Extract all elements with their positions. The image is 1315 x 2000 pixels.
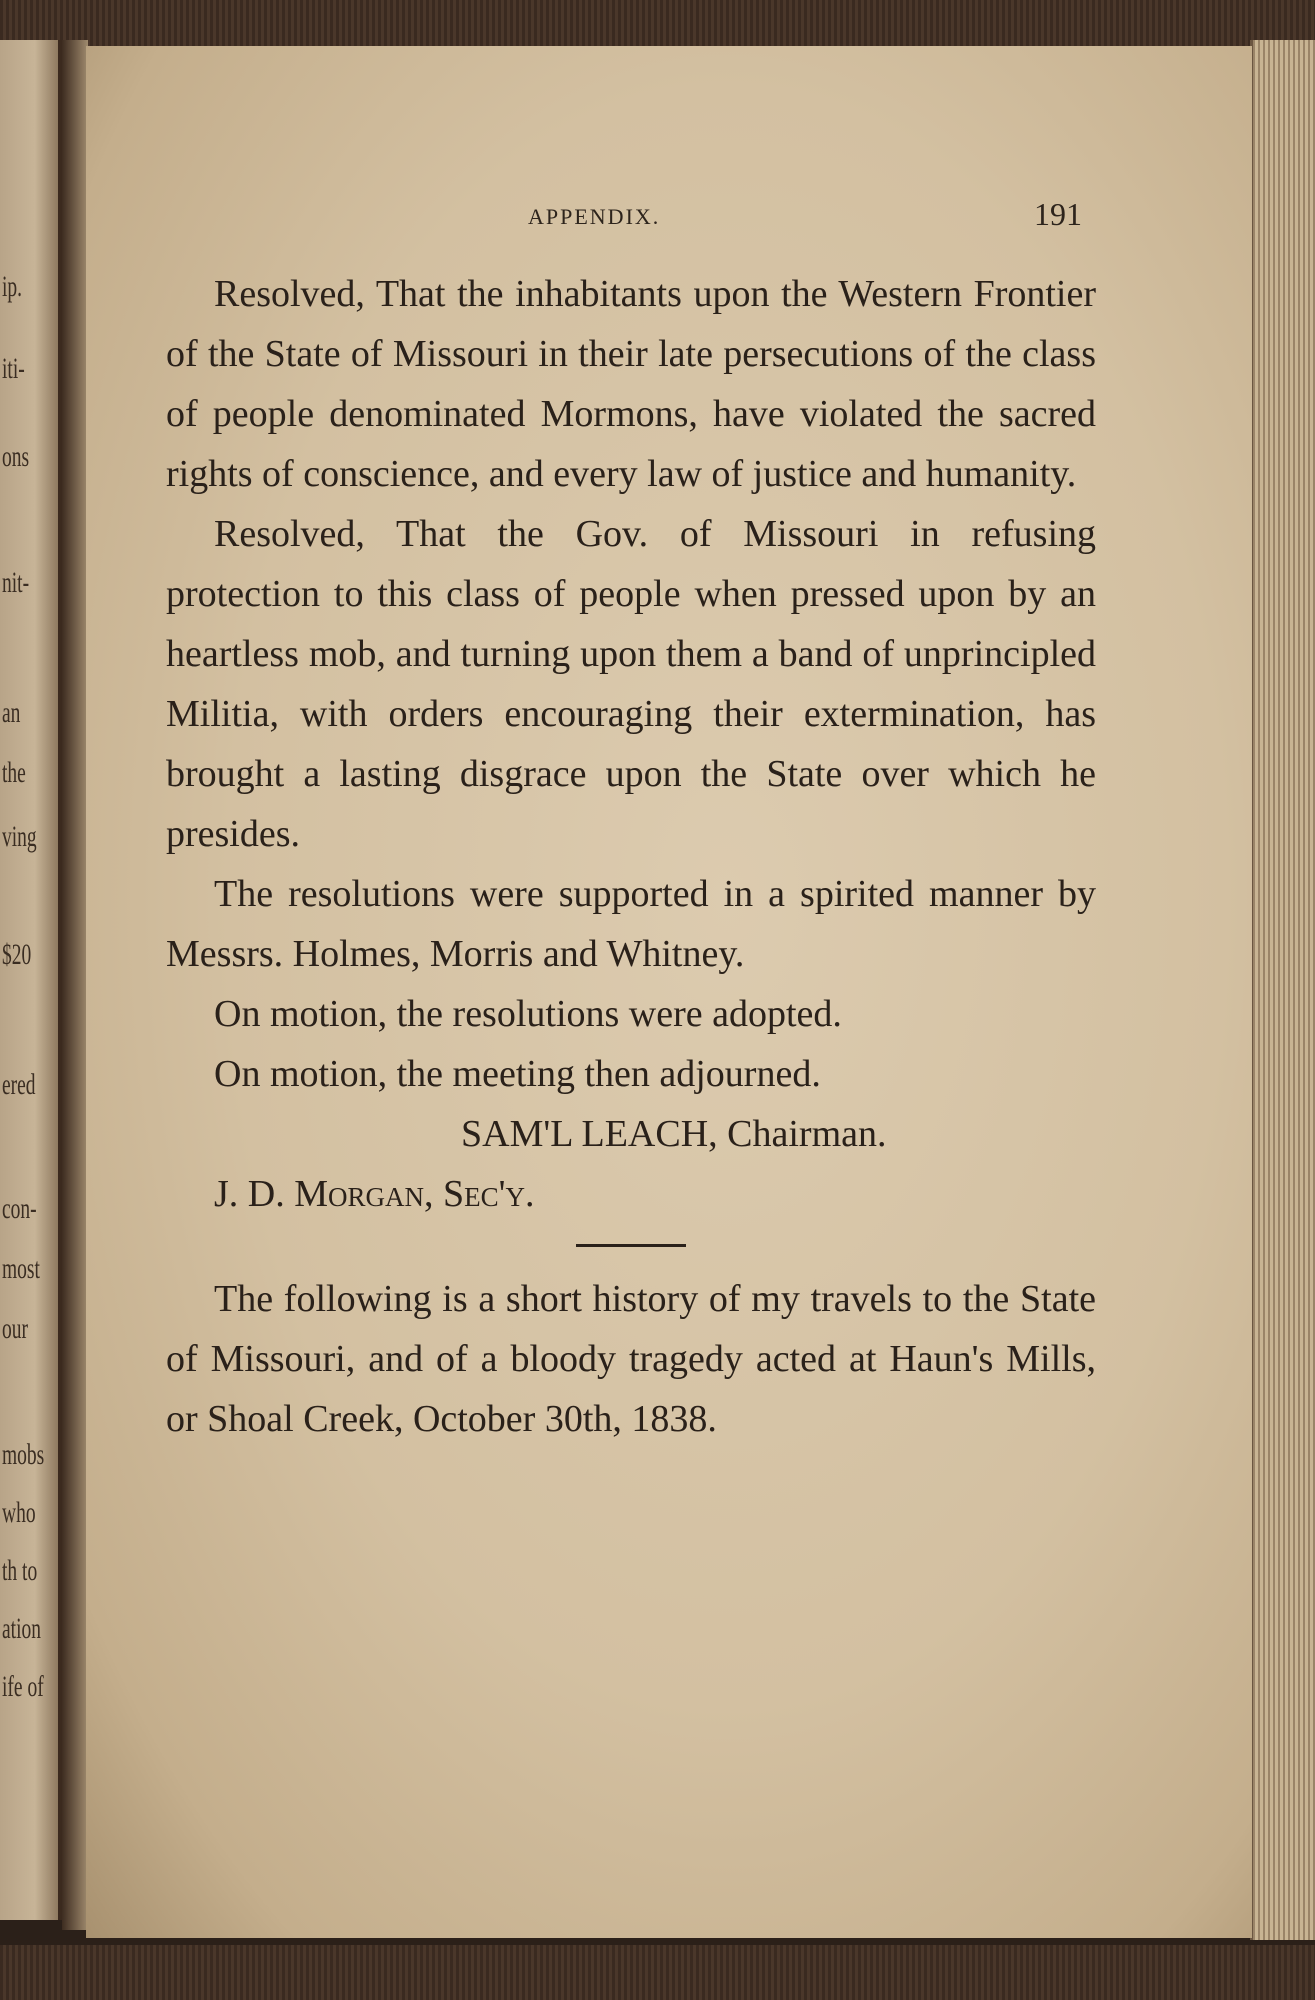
page-number: 191 — [1034, 196, 1082, 232]
body-paragraph: The resolutions were supported in a spirited manner by Messrs. Holmes, Morris and Whitney. — [166, 873, 1096, 975]
page-body — [166, 264, 1096, 1449]
previous-page-fragment: ip. — [2, 270, 23, 303]
previous-page-fragment: our — [2, 1312, 28, 1345]
resolution-paragraph: Resolved, That the Gov. of Missouri in refusing protection to this class of people when pressed upon by an heartless mob, and turning upon them a band of unprincipled Militia, with orders encouraging their extermination, has brought a lasting disgrace upon the State over which he presides. — [166, 513, 1096, 855]
previous-page-fragment: con- — [2, 1192, 37, 1225]
body-paragraph: On motion, the resolutions were adopted. — [214, 993, 842, 1035]
previous-page-fragment: $20 — [2, 938, 32, 971]
previous-page-fragment: th to — [2, 1554, 38, 1587]
previous-page-fragment: who — [2, 1496, 36, 1529]
previous-page-fragment: iti- — [2, 352, 25, 385]
previous-page-fragment: ife of — [2, 1670, 44, 1703]
previous-page-fragment: ation — [2, 1612, 41, 1645]
previous-page-fragment: mobs — [2, 1438, 45, 1471]
previous-page-fragment: most — [2, 1252, 40, 1285]
previous-page-fragment: nit- — [2, 566, 30, 599]
spine-gutter — [62, 40, 88, 1930]
previous-page-fragment: the — [2, 756, 26, 789]
book-page — [86, 46, 1252, 1938]
closing-paragraph: The following is a short history of my travels to the State of Missouri, and of a bloody tragedy acted at Haun's Mills, or Shoal Creek, October 30th, 1838. — [166, 1278, 1096, 1440]
previous-page-edge — [0, 40, 62, 1920]
running-title: APPENDIX. — [528, 204, 661, 229]
secretary-signature: J. D. Morgan, Sec'y. — [214, 1173, 535, 1215]
chairman-signature: SAM'L LEACH, Chairman. — [461, 1113, 887, 1155]
previous-page-fragment: ons — [2, 440, 30, 473]
previous-page-fragment: ving — [2, 820, 37, 853]
previous-page-fragment: ered — [2, 1068, 36, 1101]
resolution-paragraph: Resolved, That the inhabitants upon the Western Frontier of the State of Missouri in their late persecutions of the class of people denominated Mormons, have violated the sacred rights of conscience, and every law of justice and humanity. — [166, 273, 1096, 495]
page-edges — [1250, 40, 1315, 1940]
section-divider-rule — [576, 1244, 686, 1247]
previous-page-fragment: an — [2, 696, 21, 729]
running-head — [86, 196, 1252, 236]
body-paragraph: On motion, the meeting then adjourned. — [214, 1053, 821, 1095]
bottom-binding-cloth — [0, 1945, 1315, 2000]
